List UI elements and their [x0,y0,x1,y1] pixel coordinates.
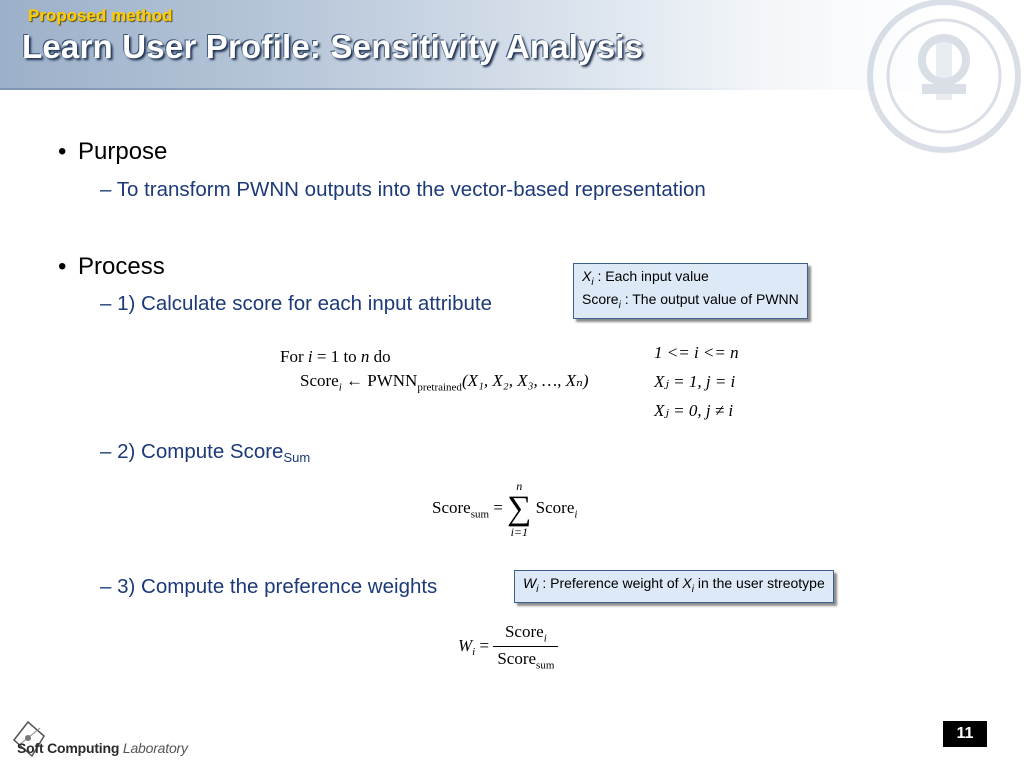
purpose-item: – To transform PWNN outputs into the vector-based representation [100,178,706,201]
note-score-sub: i [618,299,621,311]
process-step-3: – 3) Compute the preference weights [100,575,438,598]
process-label: Process [78,253,165,280]
lab-logo-bold: Soft Computing [17,740,120,756]
bullet-purpose: • Purpose [58,138,168,165]
formula-loop-eq: = 1 to [312,347,361,366]
process-step-1: – 1) Calculate score for each input attribute [100,292,493,315]
formula-loop-n: n [360,347,370,366]
sum-sigma: ∑ [507,490,532,527]
slide-title: Learn User Profile: Sensitivity Analysis [22,28,644,65]
process-step-2-sub: Sum [283,450,311,465]
lab-logo-rest: Laboratory [119,740,188,756]
note-w-sub: i [536,583,539,595]
formula-sum [432,480,577,538]
formula-weight [458,622,558,672]
formula-args: (X₁, X₂, X₃, …, Xₙ) [461,371,589,390]
process-step-1-text: 1) Calculate score for each input attribute [117,292,493,315]
lab-logo-text [17,740,188,756]
formula-pwnn: PWNN [367,371,418,390]
note-score-text: : The output value of PWNN [620,290,799,307]
fraction-numerator: Score [504,622,544,641]
formula-score-lhs: Score [300,371,339,390]
formula-pwnn-sub: pretrained [417,381,462,394]
formula-loop [280,345,589,399]
formula-weight-lhs-sub: i [472,646,476,659]
note-w-text-a: : Preference weight of [538,575,683,591]
formula-conditions [654,338,739,425]
fraction-denominator-sub: sum [536,659,555,672]
formula-arrow: ← [341,371,368,390]
purpose-item-text: To transform PWNN outputs into the vector-based representation [116,178,706,201]
formula-sum-term-sub: i [574,508,578,521]
note-w-var: W [523,575,537,591]
formula-loop-i: i [307,347,313,366]
formula-loop-for: For [280,347,304,366]
weight-definition-note [514,570,834,603]
process-step-2: – 2) Compute Score$_{Sum}$ [100,440,311,465]
page-number: 11 [943,721,987,747]
formula-sum-lhs: Score [432,497,471,517]
summation-symbol [507,480,531,538]
process-step-3-text: 3) Compute the preference weights [117,575,438,598]
note-w-text-b: in the user streotype [694,575,825,591]
university-seal-icon [862,0,1024,160]
fraction-denominator: Score [497,649,537,669]
process-step-2-text: 2) Compute Score [117,440,284,463]
weight-fraction [493,622,558,672]
note-w-var2: X [682,575,692,591]
formula-sum-term: Score [535,497,575,517]
section-kicker: Proposed method [28,6,173,25]
bullet-process: • Process [58,253,165,280]
formula-weight-lhs: W [458,635,473,655]
formula-sum-lhs-sub: sum [470,508,490,521]
fraction-numerator-sub: i [543,632,547,645]
note-w-sub2: i [691,583,694,595]
note-xi-var: X [582,268,592,284]
formula-condition-3: Xⱼ = 0, j ≠ i [654,401,734,420]
sum-upper-limit: n [516,479,523,493]
sum-lower-limit: i=1 [510,525,528,539]
note-score-var: Score [582,290,619,307]
formula-score-lhs-sub: i [338,381,342,394]
formula-condition-2: Xⱼ = 1, j = i [654,372,736,391]
formula-sum-eq: = [489,497,508,517]
variable-definitions-note [573,263,808,319]
formula-condition-1: 1 <= i <= n [654,343,739,362]
header-divider [0,88,760,90]
formula-loop-do: do [369,347,391,366]
note-xi-sub: i [591,276,594,288]
formula-weight-eq: = [475,635,494,655]
purpose-label: Purpose [78,138,168,165]
note-xi-text: : Each input value [593,268,709,284]
